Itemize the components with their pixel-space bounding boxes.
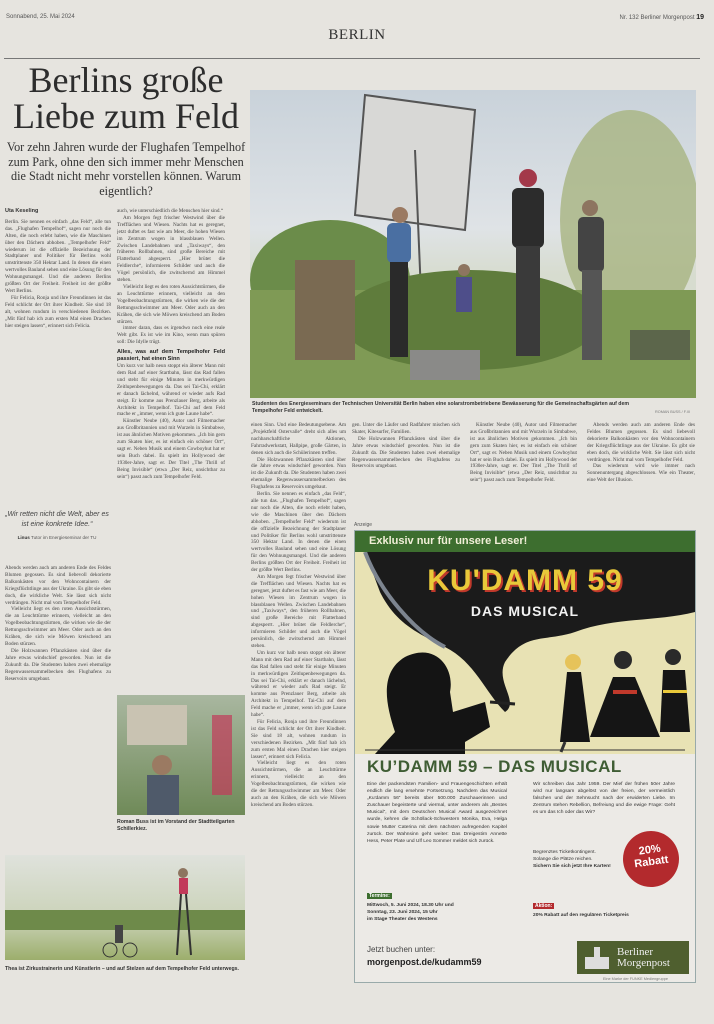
- photo-caption-thea: Thea ist Zirkustrainerin und Künstlerin – und auf Stelzen auf dem Tempelhofer Feld unterwegs.: [5, 966, 239, 972]
- article-column-5: [470, 422, 577, 518]
- quote-text: „Wir retten nicht die Welt, aber es ist eine konkrete Idee.“: [5, 511, 109, 528]
- venue: im Stage Theater des Westens: [367, 917, 438, 923]
- paragraph: Berlin. Sie nennen es einfach „das Feld“, alle tun das. „Flughafen Tempelhof“, sagen nur noch die Alten, die noch erlebt haben, wie die Maschinen über den Dächern abhoben. „Tempelhofer Feld“ wiederum ist die offizielle Bezeichnung der Stadtplaner und Politiker für Berlins wohl umstrittenste 350 Hektar Land. In denen die einen wertvolles Bauland sehen und eine Lösung für den Wohnungsmangel. Und die anderen Berlins größten Ort der Freiheit. Freiheit ist der größte Wert Berlins.: [251, 491, 346, 574]
- date-2: Sonntag, 23. Juni 2024, 15 Uhr: [367, 910, 438, 916]
- ad-title: KU’DAMM 59 – DAS MUSICAL: [367, 757, 622, 776]
- paragraph: Die Holzwannen Pflanzkästen sind über die Jahre etwas windschief geworden. Nun ist die Zukunft da. Die Studenten haben zwei ehemalige Regenwassersammelbecken des Flughafens zu Reservoirs umgebaut.: [5, 647, 111, 682]
- paper-name: Nr. 132 Berliner Morgenpost: [619, 15, 695, 21]
- article-column-1-cont: [5, 565, 111, 848]
- ticket-note-1: Begrenztes Ticketkontingent.: [533, 850, 596, 855]
- subheading: Alles, was auf dem Tempelhofer Feld passiert, hat einen Sinn: [117, 349, 225, 363]
- article-column-1: [5, 208, 111, 500]
- headline: Berlins große Liebe zum Feld: [13, 60, 239, 136]
- photo-thea-stilts: [5, 855, 245, 960]
- paragraph: Um kurz vor halb neun stoppt ein älterer Mann mit dem Rad auf einer Startbahn, lässt das Rad fallen und steht für einige Minuten in merkwürdigen Zeitlupenbewegungen da. Das sei Tai-Chi, erklärt er danach lächelnd, während er wieder aufs Rad steigt. Er komme aus Prenzlauer Berg, arbeite als Architekt in Tempelhof. Tai-Chi auf dem Feld mache er „immer, wenn ich gute Laune habe“.: [117, 363, 225, 418]
- discount-badge: [619, 827, 682, 890]
- article-column-6: [587, 422, 695, 518]
- photo-gardener: [117, 695, 245, 815]
- date-1: Mittwoch, 5. Juni 2024, 18.30 Uhr und: [367, 903, 454, 908]
- brandenburg-gate-icon: [583, 947, 611, 969]
- ad-logo-title: KU'DAMM 59: [427, 564, 623, 597]
- brand-line-2: Morgenpost: [617, 957, 670, 969]
- main-photo: [250, 90, 696, 398]
- aktion-text: 20% Rabatt auf den regulären Ticketpreis: [533, 913, 629, 918]
- ticket-note-2: Solange die Plätze reichen.: [533, 857, 593, 863]
- photo-caption-buss: Roman Buss ist im Vorstand der Stadtteilgarten Schillerkiez.: [117, 819, 235, 832]
- ad-logo-subtitle: DAS MUSICAL: [470, 603, 580, 619]
- quote-attribution: [4, 533, 110, 543]
- paragraph: Am Morgen fegt frischer Westwind über die Trefflächen und Wiesen. Nachts hat es geregnet, jetzt duftet es fast wie am Meer, die hohen Wiesen im Zentrum wogen in blassblauen Wellen. Zwischen Landebahnen und „Taxiways“, den früheren Rollbahnen, sind große Bereiche mit Flatterband abgesperrt. „Hier brütet die Feldlerche“, informieren Schilder und auch die Vögel persönlich, die zwitschernd am Himmel stehen.: [251, 573, 346, 649]
- aktion-label: Aktion:: [535, 903, 553, 909]
- paragraph: einen Sinn. Und eine Bedeutungsebene. Am „Projektfeld Ostervalle“ dreht sich alles um nachbarschaftliche Aktionen, Fahrradwerkstatt, Hallpipe, große Gärten, in denen sich auch die Schülerinnen treffen.: [251, 422, 346, 456]
- paragraph: Vielleicht liegt es den roten Aussichtstürmen, die an Leuchttürme erinnern, vielleicht an den Vogelbeobachtungstürmen, die wirken wie die der Rettungsschwimmer am Meer. Oder auch an den Krähen, die sich wie Möwen kreischend am Boden stürzen.: [251, 760, 346, 808]
- booking-label: Jetzt buchen unter:: [367, 945, 436, 954]
- article-column-4: [352, 422, 460, 518]
- ad-text-right: Wir schreiben das Jahr 1959. Der Mief der frühen 50er Jahre wird nur langsam abgelöst von der freien, der vermeintlich falschen und der Sehnsucht nach der erwiderten Liebe. Im Zentrum stehen Rebellion, Befreiung und die ewige Frage: Geht es um das Ich oder das Wir?: [533, 782, 675, 816]
- issue-date: Sonnabend, 25. Mai 2024: [6, 14, 75, 20]
- paragraph: immer daran, dass es irgendwo noch eine reale Welt gibt. Es ist wie im Kino, wenn man spüren soll: Die Idylle trügt.: [117, 325, 225, 346]
- main-photo-caption: Studenten des Energieseminars der Technischen Universität Berlin haben eine solarstrombetriebene Bewässerung für die Gemeinschaftsgärten auf dem Tempelhofer Feld entwickelt.: [252, 401, 629, 414]
- ad-label: Anzeige: [354, 522, 373, 528]
- termine-label: Termine:: [369, 893, 390, 899]
- article-column-3: [251, 422, 346, 1020]
- paragraph: gen. Unter die Läufer und Radfahrer mischen sich Skater, Kitesurfer, Familien.: [352, 422, 460, 435]
- discount-word: Rabatt: [633, 853, 670, 871]
- ticket-note-3: Sichern Sie sich jetzt Ihre Karten!: [533, 864, 611, 870]
- deck: Vor zehn Jahren wurde der Flughafen Tempelhof zum Park, ohne den sich immer mehr Menschen die Stadt nicht mehr vorstellen können. Warum eigentlich?: [6, 140, 246, 198]
- ad-promotion: [533, 903, 683, 919]
- paragraph: Berlin. Sie nennen es einfach „das Feld“, alle tun das. „Flughafen Tempelhof“, sagen nur noch die Alten, die noch erlebt haben, wie die Maschinen über den Dächern abhoben. „Tempelhofer Feld“ wiederum ist die offizielle Bezeichnung der Stadtplaner und Politiker für Berlins wohl umstrittenste 350 Hektar Land. In denen die einen wertvolles Bauland sehen und eine Lösung für den Wohnungsmangel. Und die anderen Berlins größten Ort der Freiheit. Freiheit ist der größte Wert Berlins.: [5, 218, 111, 294]
- musical-advertisement: [354, 530, 696, 983]
- paragraph: Am Morgen fegt frischer Westwind über die Trefflächen und Wiesen. Nachts hat es geregnet, jetzt duftet es fast wie am Meer, die hohen Wiesen im Zentrum wogen in blassblauen Wellen. Zwischen Landebahnen und „Taxiways“, den früheren Rollbahnen, sind große Bereiche mit Flatterband abgesperrt. „Hier brütet die Feldlerche“, informieren Schilder und auch die Vögel persönlich, die zwitschernd am Himmel stehen.: [117, 214, 225, 284]
- header-rule: [4, 58, 700, 59]
- ad-dates: [367, 893, 517, 923]
- page-number: 19: [696, 14, 704, 21]
- paragraph: Die Holzwannen Pflanzkästen sind über die Jahre etwas windschief geworden. Nun ist die Zukunft da. Die Studenten haben zwei ehemalige Regenwassersammelbecken des Flughafens zu Reservoirs umgebaut.: [251, 456, 346, 491]
- quote-author: Linus: [17, 535, 30, 540]
- paragraph: Abends werden auch am anderen Ende des Feldes Blumen gegossen. Es sind liebevoll dekorierte Balkonkästen vor den Wohncontainern der Kriegsflüchtlinge aus der Ukraine. Es gibt sie eben doch, die wirkliche Welt. Sie lässt sich nicht verdrängen. Nicht mal vom Tempelhofer Feld.: [587, 422, 695, 463]
- ad-text-left: Eine der packendsten Familien- und Frauengeschichten erhält endlich die lang ersehnte Fortsetzung. Nachdem das Musical „Ku'damm 56“ bereits über 500.000 Zuschauerinnen und Zuschauer begeisterte und viermal, unter anderem als „Bestes Musical“, mit dem Deutschen Musical Award ausgezeichnet wurde, kehren die Schöllack-Schwestern Monika, Eva, Helga sowie Mutter Caterina mit dem nächsten aufregenden Kapitel zurück. Der Wahnsinn geht weiter: Das Dreigestirn Annette Hess, Peter Plate und Ulf Leo Sommer meldet sich zurück.: [367, 782, 507, 844]
- booking-url[interactable]: morgenpost.de/kudamm59: [367, 957, 482, 967]
- page-info: [619, 14, 704, 21]
- discount-percent: 20%: [638, 842, 662, 858]
- paragraph: Um kurz vor halb neun stoppt ein älterer Mann mit dem Rad auf einer Startbahn, lässt das Rad fallen und steht für einige Minuten in merkwürdigen Zeitlupenbewegungen da. Das sei Tai-Chi, erklärt er danach lächelnd, während er wieder aufs Rad steigt. Er komme aus Prenzlauer Berg, arbeite als Architekt in Tempelhof. Tai-Chi auf dem Feld mache er „immer, wenn ich gute Laune habe“.: [251, 649, 346, 719]
- paragraph: Abends werden auch am anderen Ende des Feldes Blumen gegossen. Es sind liebevoll dekorierte Balkonkästen vor den Wohncontainern der Kriegsflüchtlinge aus der Ukraine. Es gibt sie eben doch, die wirkliche Welt. Sie lässt sich nicht verdrängen. Nicht mal vom Tempelhofer Feld.: [5, 565, 111, 606]
- paragraph: Vielleicht liegt es den roten Aussichtstürmen, die an Leuchttürme erinnern, vielleicht an den Vogelbeobachtungstürmen, die wirken wie die der Rettungsschwimmer am Meer. Oder auch an den Krähen, die sich wie Möwen kreischend am Boden stürzen.: [5, 606, 111, 647]
- paragraph: Die Holzwannen Pflanzkästen sind über die Jahre etwas windschief geworden. Nun ist die Zukunft da. Die Studenten haben zwei ehemalige Regenwassersammelbecken des Flughafens zu Reservoirs umgebaut.: [352, 435, 460, 470]
- pull-quote: [4, 510, 110, 543]
- paragraph: Künstler Neube (40), Autor und Filmemacher aus Großbritannien und mit Wurzeln in Simbabwe, ist aus ähnlichen Motiven gekommen. „Ich bin gern zum Skaten hier, es ist einfach ein schöner Ort“, sagt er. Neben Musik und einem Cowboyhut hat er sein Buch dabei. Es spielt im Hollywood der 1930er-Jahre, sagt er. Der Titel „The Thrill of Being Invisible“ (etwa „Der Reiz, unsichtbar zu sein“) passt auch zum Tempelhofer Feld.: [470, 422, 577, 484]
- photo-garden-students: [250, 90, 696, 398]
- brand-tagline: Eine Marke der FUNKE Mediengruppe: [603, 977, 668, 981]
- paragraph: Für Felicia, Ronja und ihre Freundinnen ist das Feld schlicht der Ort ihrer Kindheit. Sie sind 18 alt, wohnen rundum in verschiedenen Bezirken. „Mit fünf hab ich zum ersten Mal einen Drachen hier steigen lassen“, erinnert sich Felicia.: [5, 294, 111, 329]
- ad-ticket-note: [533, 849, 617, 870]
- paragraph: Das wiederum wird wie immer nach Sonnenuntergang abgeschlossen. Wie ein Theater, eine Welt der Illusion.: [587, 463, 695, 484]
- quote-role: Tutor im Energieseminar der TU: [31, 535, 97, 540]
- paragraph: auch, wie unterschiedlich die Menschen hier sind.“: [117, 208, 224, 214]
- paragraph: Vielleicht liegt es den roten Aussichtstürmen, die an Leuchttürme erinnern, vielleicht an den Vogelbeobachtungstürmen, die wirken wie die der Rettungsschwimmer am Meer. Oder auch an den Krähen, die sich wie Möwen kreischend am Boden stürzen.: [117, 283, 225, 325]
- photo-stilt-walker: [5, 855, 245, 960]
- author-byline: Uta Keseling: [5, 208, 39, 214]
- section-title: BERLIN: [328, 27, 386, 43]
- berliner-morgenpost-logo: [577, 941, 689, 974]
- main-photo-credit: ROMAN BUSS / F.III: [655, 410, 690, 414]
- ad-banner: Exklusiv nur für unsere Leser!: [355, 531, 695, 552]
- paragraph: Künstler Neube (40), Autor und Filmemacher aus Großbritannien und mit Wurzeln in Simbabwe, ist aus ähnlichen Motiven gekommen. „Ich bin gern zum Skaten hier, es ist einfach ein schöner Ort“, sagt er. Neben Musik und einem Cowboyhut hat er sein Buch dabei. Es spielt im Hollywood der 1930er-Jahre, sagt er. Der Titel „The Thrill of Being Invisible“ (etwa „Der Reiz, unsichtbar zu sein“) passt auch zum Tempelhofer Feld.: [117, 418, 225, 480]
- photo-roman-buss: [117, 695, 245, 815]
- paragraph: Für Felicia, Ronja und ihre Freundinnen ist das Feld schlicht der Ort ihrer Kindheit. Sie sind 18 alt, wohnen rundum in verschiedenen Bezirken. „Mit fünf hab ich zum ersten Mal einen Drachen hier steigen lassen“, erinnert sich Felicia.: [251, 718, 346, 760]
- brand-line-1: Berliner: [617, 946, 654, 958]
- article-column-2: [117, 208, 225, 690]
